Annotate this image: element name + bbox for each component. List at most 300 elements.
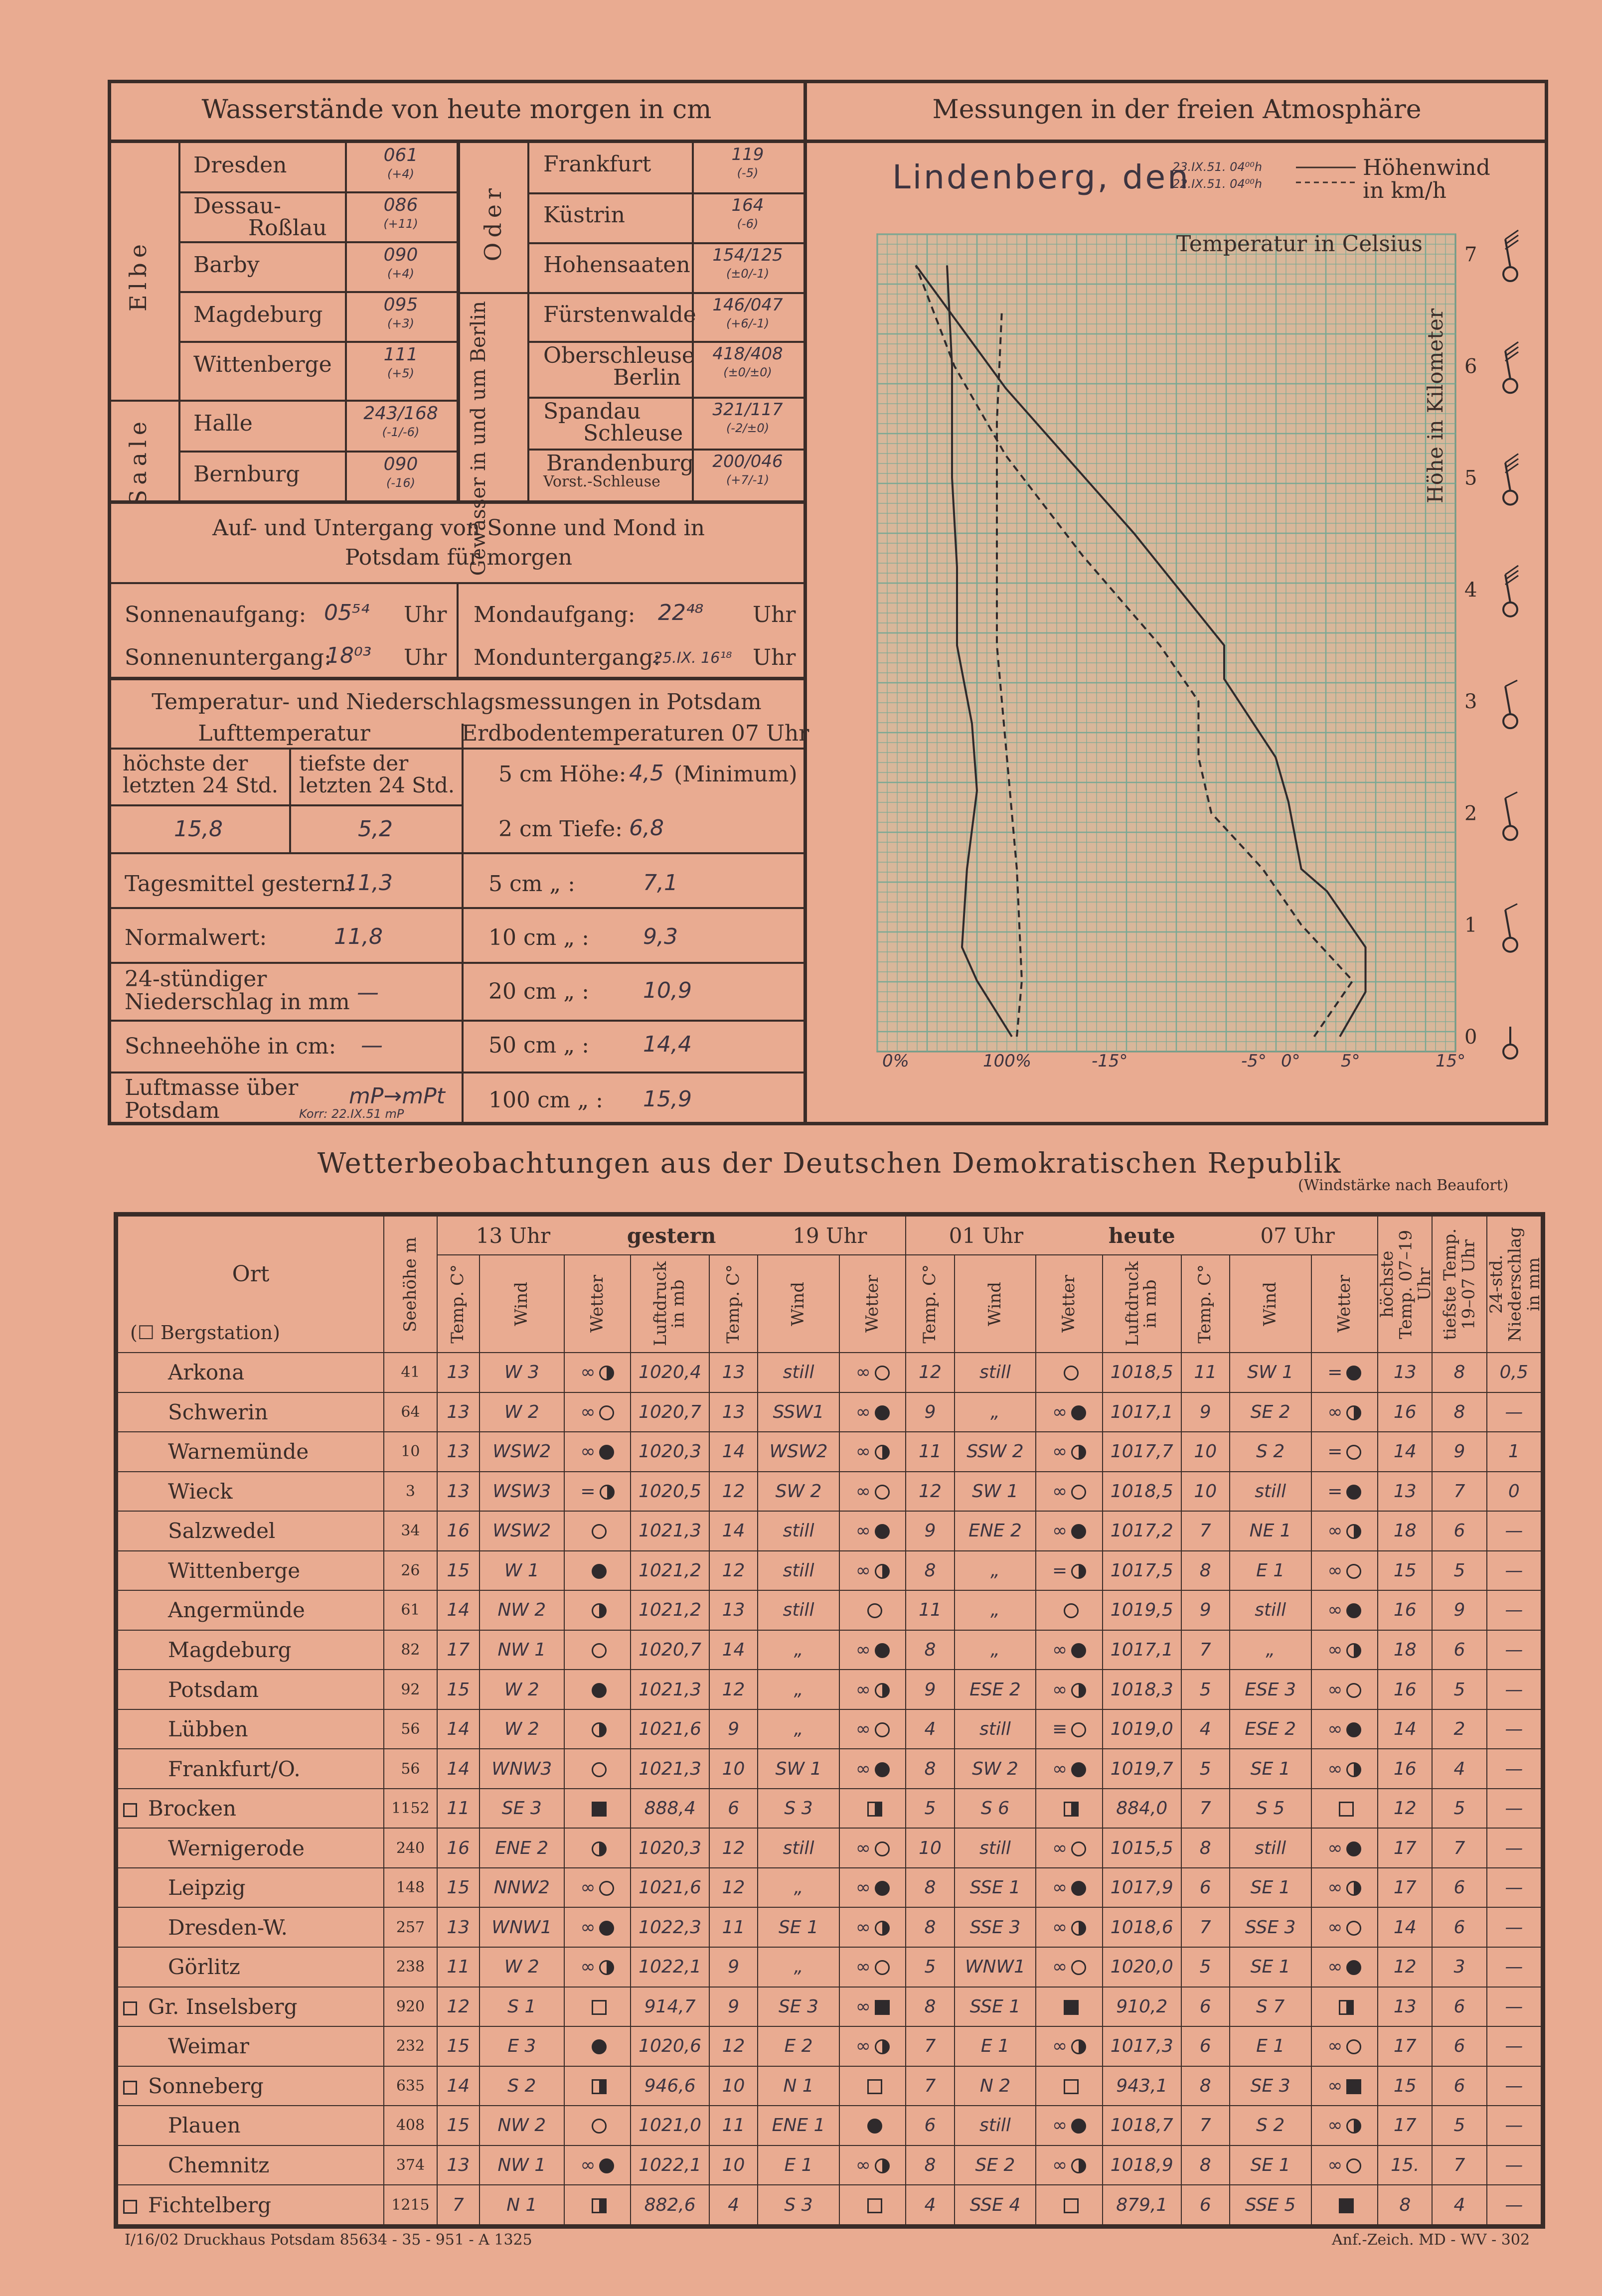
cell-value: 7	[1199, 1521, 1211, 1541]
weather-symbol-icon	[599, 1445, 614, 1460]
header-sub	[955, 1255, 1036, 1353]
weather-symbol-icon	[1064, 1603, 1079, 1618]
cell-value: 12	[919, 1362, 942, 1383]
cell-value: 1152	[391, 1800, 430, 1818]
cell	[1230, 1670, 1311, 1709]
table-row	[118, 1789, 1541, 1829]
table-row	[118, 1828, 1541, 1868]
rule	[108, 1071, 805, 1073]
cell-value: S 1	[507, 1996, 536, 2017]
cell-value: E 1	[784, 2154, 813, 2175]
cell-value: 888,4	[644, 1798, 696, 1819]
cell-value: „	[794, 1957, 803, 1978]
cell-value: 12	[1393, 1798, 1417, 1819]
cell-value: SW 1	[775, 1758, 822, 1779]
erdboden-value: 14,4	[643, 1032, 692, 1057]
wind-barb	[1505, 904, 1517, 910]
cell	[631, 2145, 709, 2185]
cell	[1432, 1670, 1486, 1709]
table-row	[118, 2106, 1541, 2145]
cell	[437, 2026, 480, 2066]
cell	[1230, 2066, 1311, 2106]
cell-value: 1021,3	[639, 1758, 702, 1779]
header-sub	[1311, 1255, 1378, 1353]
cell	[564, 1353, 631, 1392]
x-tick-label: 100%	[983, 1051, 1032, 1071]
cell-value: 7	[1199, 2115, 1211, 2136]
cell	[480, 1828, 564, 1868]
station-name	[118, 1789, 384, 1829]
cell-value: SE 1	[1250, 2154, 1290, 2175]
water-level-value: 154/125	[712, 245, 783, 265]
cell	[1432, 1749, 1486, 1789]
cell-value: S 2	[507, 2075, 536, 2096]
cell	[1036, 1432, 1103, 1472]
cell	[564, 1670, 631, 1709]
cell-value: —	[1505, 1719, 1523, 1740]
cell	[1311, 2066, 1378, 2106]
cell-value: S 3	[784, 2194, 813, 2215]
weather-symbol-icon	[1346, 1722, 1361, 1737]
cell	[1378, 1868, 1432, 1908]
water-level-value: 146/047	[712, 295, 783, 315]
cell	[1311, 1511, 1378, 1551]
y-tick-label: 6	[1464, 355, 1477, 378]
cell	[1181, 1670, 1230, 1709]
cell-value: SSW1	[773, 1401, 824, 1422]
cell-value: 41	[401, 1364, 420, 1381]
cell	[906, 1670, 954, 1709]
weather-symbol-icon	[592, 2000, 607, 2015]
cell	[480, 1590, 564, 1630]
cell	[758, 1630, 839, 1670]
cell	[839, 1551, 906, 1591]
cell	[1181, 1511, 1230, 1551]
cell	[709, 2106, 758, 2145]
station-name	[118, 2185, 384, 2225]
cell-value: W 2	[504, 1957, 539, 1978]
cell-value: ESE 2	[969, 1679, 1021, 1700]
header-sub	[1103, 1255, 1181, 1353]
cell	[1487, 1392, 1541, 1432]
cell	[1230, 1353, 1311, 1392]
water-level-change: (-1/-6)	[382, 425, 420, 439]
weather-symbol-icon	[1346, 1921, 1361, 1936]
cell	[709, 1551, 758, 1591]
header-sub-text: Luftdruck in mb	[650, 1261, 689, 1347]
cell-value: 5	[924, 1957, 936, 1978]
sonnenuntergang-value: 18⁰³	[326, 643, 372, 668]
cell	[384, 1828, 437, 1868]
header-sub-text: Wetter	[862, 1275, 882, 1333]
cell-value: 10	[722, 1758, 745, 1779]
cell	[1378, 1709, 1432, 1749]
weather-symbol-icon	[592, 1802, 607, 1817]
cell	[1036, 2106, 1103, 2145]
cell-value: 5	[1453, 1798, 1465, 1819]
weather-symbol-icon	[600, 1485, 615, 1500]
cell	[906, 1987, 954, 2027]
cell-value: ∞	[855, 1401, 871, 1422]
weather-symbol-icon	[875, 2000, 890, 2015]
cell	[437, 1590, 480, 1630]
cell	[480, 2026, 564, 2066]
hoechste-value: 15,8	[174, 816, 223, 842]
table-row	[118, 2066, 1541, 2106]
cell-value: still	[1255, 1481, 1286, 1502]
cell-value: 15	[447, 1877, 470, 1898]
header-sub	[1036, 1255, 1103, 1353]
uhr-label: Uhr	[753, 602, 796, 627]
cell	[839, 1392, 906, 1432]
cell	[384, 1789, 437, 1829]
header-time-label: 07 Uhr	[1260, 1223, 1335, 1248]
rule	[462, 724, 464, 1122]
station-name	[118, 1590, 384, 1630]
cell-value: SW 2	[775, 1481, 822, 1502]
cell	[1311, 2106, 1378, 2145]
cell	[384, 1907, 437, 1947]
water-station-name: Wittenberge	[193, 352, 332, 377]
cell-value: still	[783, 1837, 814, 1858]
weather-symbol-icon	[1346, 1366, 1361, 1380]
cell-value: NW 1	[497, 1639, 546, 1660]
cell-value: „	[990, 1401, 1000, 1422]
cell	[480, 1987, 564, 2027]
cell-value: S 5	[1256, 1798, 1285, 1819]
cell-value: 232	[396, 2037, 425, 2055]
cell-value: 9	[924, 1679, 936, 1700]
water-level-change: (+11)	[383, 217, 418, 231]
cell-value: 1017,2	[1110, 1521, 1173, 1541]
cell	[1487, 1670, 1541, 1709]
weather-symbol-icon	[592, 2119, 607, 2134]
cell	[1487, 1749, 1541, 1789]
water-level-change: (+7/-1)	[726, 473, 770, 487]
table-row	[118, 1472, 1541, 1512]
cell-value: 9	[924, 1521, 936, 1541]
cell	[1487, 1551, 1541, 1591]
rule	[108, 962, 805, 964]
cell	[1311, 1353, 1378, 1392]
water-level-change: (±0/±0)	[723, 365, 772, 379]
weather-symbol-icon	[1346, 1485, 1361, 1500]
cell-value: 2	[1453, 1719, 1465, 1740]
cell	[955, 1551, 1036, 1591]
cell-value: 1021,2	[639, 1560, 702, 1581]
cell-value: 9	[1199, 1401, 1211, 1422]
table-row	[118, 1709, 1541, 1749]
station-name-text: Angermünde	[168, 1598, 305, 1623]
weather-symbol-icon	[1346, 1683, 1361, 1698]
weather-symbol-icon	[592, 1603, 607, 1618]
cell	[631, 2066, 709, 2106]
cell	[1378, 1907, 1432, 1947]
cell	[1181, 2066, 1230, 2106]
cell	[758, 2106, 839, 2145]
station-name-text: Wittenberge	[168, 1558, 301, 1583]
cell	[1311, 2145, 1378, 2185]
cell-value: 4	[1453, 1758, 1465, 1779]
weather-symbol-icon	[592, 1564, 607, 1579]
cell	[384, 1511, 437, 1551]
header-heute	[906, 1216, 1378, 1255]
cell	[955, 1392, 1036, 1432]
cell	[384, 1868, 437, 1908]
water-station-name	[543, 453, 694, 489]
cell	[1230, 1947, 1311, 1987]
cell-value: ∞	[1052, 1679, 1068, 1700]
cell-value: 15	[447, 1679, 470, 1700]
cell	[1487, 1511, 1541, 1551]
cell-value: 7	[924, 2036, 936, 2057]
weather-symbol-icon	[875, 2158, 890, 2173]
cell-value: 64	[401, 1403, 420, 1421]
cell	[564, 1590, 631, 1630]
cell-value: 1017,7	[1110, 1441, 1173, 1462]
cell	[1036, 1709, 1103, 1749]
header-sub	[480, 1255, 564, 1353]
cell-value: W 2	[504, 1679, 539, 1700]
cell-value: 8	[924, 1996, 936, 2017]
table-row	[118, 1432, 1541, 1472]
cell	[758, 1590, 839, 1630]
cell	[709, 1907, 758, 1947]
cell	[1378, 2026, 1432, 2066]
header-sub-text: Temp. C°	[1195, 1264, 1215, 1344]
cell-value: WSW2	[492, 1441, 551, 1462]
cell	[906, 1828, 954, 1868]
erdboden-depth-label: 10 cm „ :	[488, 925, 589, 950]
header-sub-text: Wetter	[587, 1275, 607, 1333]
erdboden-depth-label: 100 cm „ :	[488, 1087, 603, 1113]
weather-symbol-icon	[1071, 1722, 1086, 1737]
cell-value: 8	[924, 1639, 936, 1660]
weather-symbol-icon	[1071, 2158, 1086, 2173]
cell-value: 13	[722, 1600, 745, 1621]
cell-value: 14	[447, 1600, 470, 1621]
water-level-value: 111	[383, 344, 418, 365]
wind-barb	[1505, 566, 1518, 575]
cell	[480, 1907, 564, 1947]
cell-value: 374	[396, 2156, 425, 2174]
cell-value: 5	[1453, 2115, 1465, 2136]
cell	[1487, 1353, 1541, 1392]
header-time-label: 13 Uhr	[476, 1223, 551, 1248]
cell	[1311, 2026, 1378, 2066]
cell-value: 4	[728, 2194, 739, 2215]
station-name-text: Frankfurt/O.	[168, 1756, 301, 1781]
cell-value: 12	[722, 2036, 745, 2057]
cell-value: 13	[447, 1481, 470, 1502]
header-sub	[1230, 1255, 1311, 1353]
cell	[384, 1551, 437, 1591]
cell	[1230, 1868, 1311, 1908]
cell	[955, 1987, 1036, 2027]
erdboden-value: 10,9	[643, 978, 692, 1003]
cell-value: 13	[447, 1441, 470, 1462]
y-tick-label: 4	[1464, 578, 1477, 602]
cell	[1432, 1590, 1486, 1630]
cell-value: 11	[447, 1798, 470, 1819]
cell-value: ∞	[855, 1917, 871, 1938]
cell	[384, 2066, 437, 2106]
header-sub	[709, 1255, 758, 1353]
cell-value: ∞	[855, 1877, 871, 1898]
erdboden-note: (Minimum)	[674, 762, 798, 787]
cell-value: —	[1505, 1560, 1523, 1581]
weather-symbol-icon	[1339, 1802, 1354, 1817]
y-axis-label: Höhe in Kilometer	[1423, 308, 1447, 503]
cell-value: ENE 2	[495, 1837, 549, 1858]
bergstation-box-icon	[123, 1803, 137, 1817]
cell	[1311, 1987, 1378, 2027]
uhr-label: Uhr	[404, 645, 447, 670]
table-row	[118, 1353, 1541, 1392]
weather-symbol-icon	[867, 2079, 882, 2094]
cell	[384, 1709, 437, 1749]
cell-value: ∞	[1327, 1600, 1343, 1621]
cell	[1432, 2066, 1486, 2106]
cell-value: —	[1505, 1639, 1523, 1660]
cell	[1230, 1472, 1311, 1512]
cell	[1230, 1590, 1311, 1630]
cell-value: 6	[1453, 1639, 1465, 1660]
weather-symbol-icon	[1346, 1960, 1361, 1975]
wind-barb	[1505, 235, 1518, 244]
cell	[631, 1353, 709, 1392]
cell-value: SSW 2	[966, 1441, 1024, 1462]
rule	[108, 677, 805, 680]
niederschlag-label: 24-stündiger Niederschlag in mm	[125, 966, 350, 1015]
cell	[437, 1511, 480, 1551]
cell-value: 11	[722, 1917, 745, 1938]
cell	[906, 1392, 954, 1432]
cell	[955, 1511, 1036, 1551]
cell-value: ∞	[855, 1679, 871, 1700]
cell-value: „	[794, 1679, 803, 1700]
station-name	[118, 1353, 384, 1392]
cell-value: ∞	[1052, 1917, 1068, 1938]
cell	[906, 1551, 954, 1591]
erdboden-depth-label: 5 cm „ :	[488, 871, 575, 897]
cell-value: 3	[1453, 1957, 1465, 1978]
cell-value: 14	[1393, 1441, 1417, 1462]
luftmasse-value: mP→mPt	[349, 1083, 445, 1109]
cell-value: „	[990, 1600, 1000, 1621]
cell	[1311, 1670, 1378, 1709]
tagesmittel-label: Tagesmittel gestern:	[125, 871, 353, 897]
cell	[437, 1392, 480, 1432]
cell	[1487, 2066, 1541, 2106]
cell	[384, 1472, 437, 1512]
cell-value: —	[1505, 2115, 1523, 2136]
atmosphere-chart	[803, 199, 1548, 1121]
weather-symbol-icon	[599, 1921, 614, 1936]
weather-symbol-icon	[1339, 2000, 1354, 2015]
legend-dashed-date: 22.IX.51. 04⁰⁰h	[1172, 177, 1263, 191]
cell	[1181, 1789, 1230, 1829]
x-tick-label: 0%	[882, 1051, 909, 1071]
weather-symbol-icon	[875, 1366, 890, 1380]
normalwert-label: Normalwert:	[125, 925, 267, 950]
cell	[1230, 1907, 1311, 1947]
cell-value: 920	[396, 1997, 425, 2015]
cell-value: 6	[1199, 2194, 1211, 2215]
cell-value: —	[1505, 1996, 1523, 2017]
cell-value: still	[1255, 1600, 1286, 1621]
cell	[1036, 1551, 1103, 1591]
cell-value: ∞	[1327, 1639, 1343, 1660]
cell-value: 5	[1453, 1560, 1465, 1581]
cell	[955, 1709, 1036, 1749]
cell-value: SE 3	[1250, 2075, 1290, 2096]
cell-value: ∞	[1327, 1679, 1343, 1700]
cell-value: 56	[401, 1760, 420, 1778]
cell	[955, 1432, 1036, 1472]
cell-value: 11	[919, 1600, 942, 1621]
cell	[1036, 2185, 1103, 2225]
cell	[1181, 2145, 1230, 2185]
cell	[631, 1432, 709, 1472]
cell	[437, 1947, 480, 1987]
cell	[1103, 1789, 1181, 1829]
cell	[1103, 1947, 1181, 1987]
station-name-text: Potsdam	[168, 1677, 259, 1702]
footer-right: Anf.-Zeich. MD - WV - 302	[1332, 2231, 1530, 2249]
cell-value: N 1	[506, 2194, 537, 2215]
header-seehoehe	[384, 1216, 437, 1353]
cell	[906, 1907, 954, 1947]
cell-value: 15	[1393, 1560, 1417, 1581]
cell-value: 1018,5	[1110, 1481, 1173, 1502]
cell	[1487, 1472, 1541, 1512]
water-station-name: Frankfurt	[543, 152, 651, 177]
erdboden-value: 4,5	[629, 761, 664, 786]
cell-value: ∞	[855, 2036, 871, 2057]
cell	[437, 1551, 480, 1591]
cell	[758, 1749, 839, 1789]
cell-value: 1017,5	[1110, 1560, 1173, 1581]
cell	[906, 2145, 954, 2185]
cell-value: 910,2	[1116, 1996, 1168, 2017]
cell-value: 1017,9	[1110, 1877, 1173, 1898]
x-tick-label: -5°	[1241, 1051, 1267, 1071]
beobachtungen-subtitle: (Windstärke nach Beaufort)	[1298, 1177, 1509, 1194]
cell	[1311, 1630, 1378, 1670]
cell	[709, 1709, 758, 1749]
cell	[1378, 2066, 1432, 2106]
cell-value: —	[1505, 1837, 1523, 1858]
cell	[1432, 2026, 1486, 2066]
cell	[839, 1353, 906, 1392]
cell-value: 8	[1199, 2075, 1211, 2096]
cell	[1103, 1987, 1181, 2027]
cell	[758, 2026, 839, 2066]
cell-value: ∞	[1052, 1639, 1068, 1660]
cell-value: ∞	[580, 1362, 596, 1383]
cell	[631, 2106, 709, 2145]
cell	[1378, 2106, 1432, 2145]
weather-symbol-icon	[1071, 1405, 1086, 1420]
cell	[955, 2145, 1036, 2185]
cell	[1378, 2185, 1432, 2225]
cell-value: 1018,6	[1110, 1917, 1173, 1938]
cell	[564, 1392, 631, 1432]
cell	[839, 1868, 906, 1908]
cell	[384, 1670, 437, 1709]
cell-value: —	[1505, 1877, 1523, 1898]
